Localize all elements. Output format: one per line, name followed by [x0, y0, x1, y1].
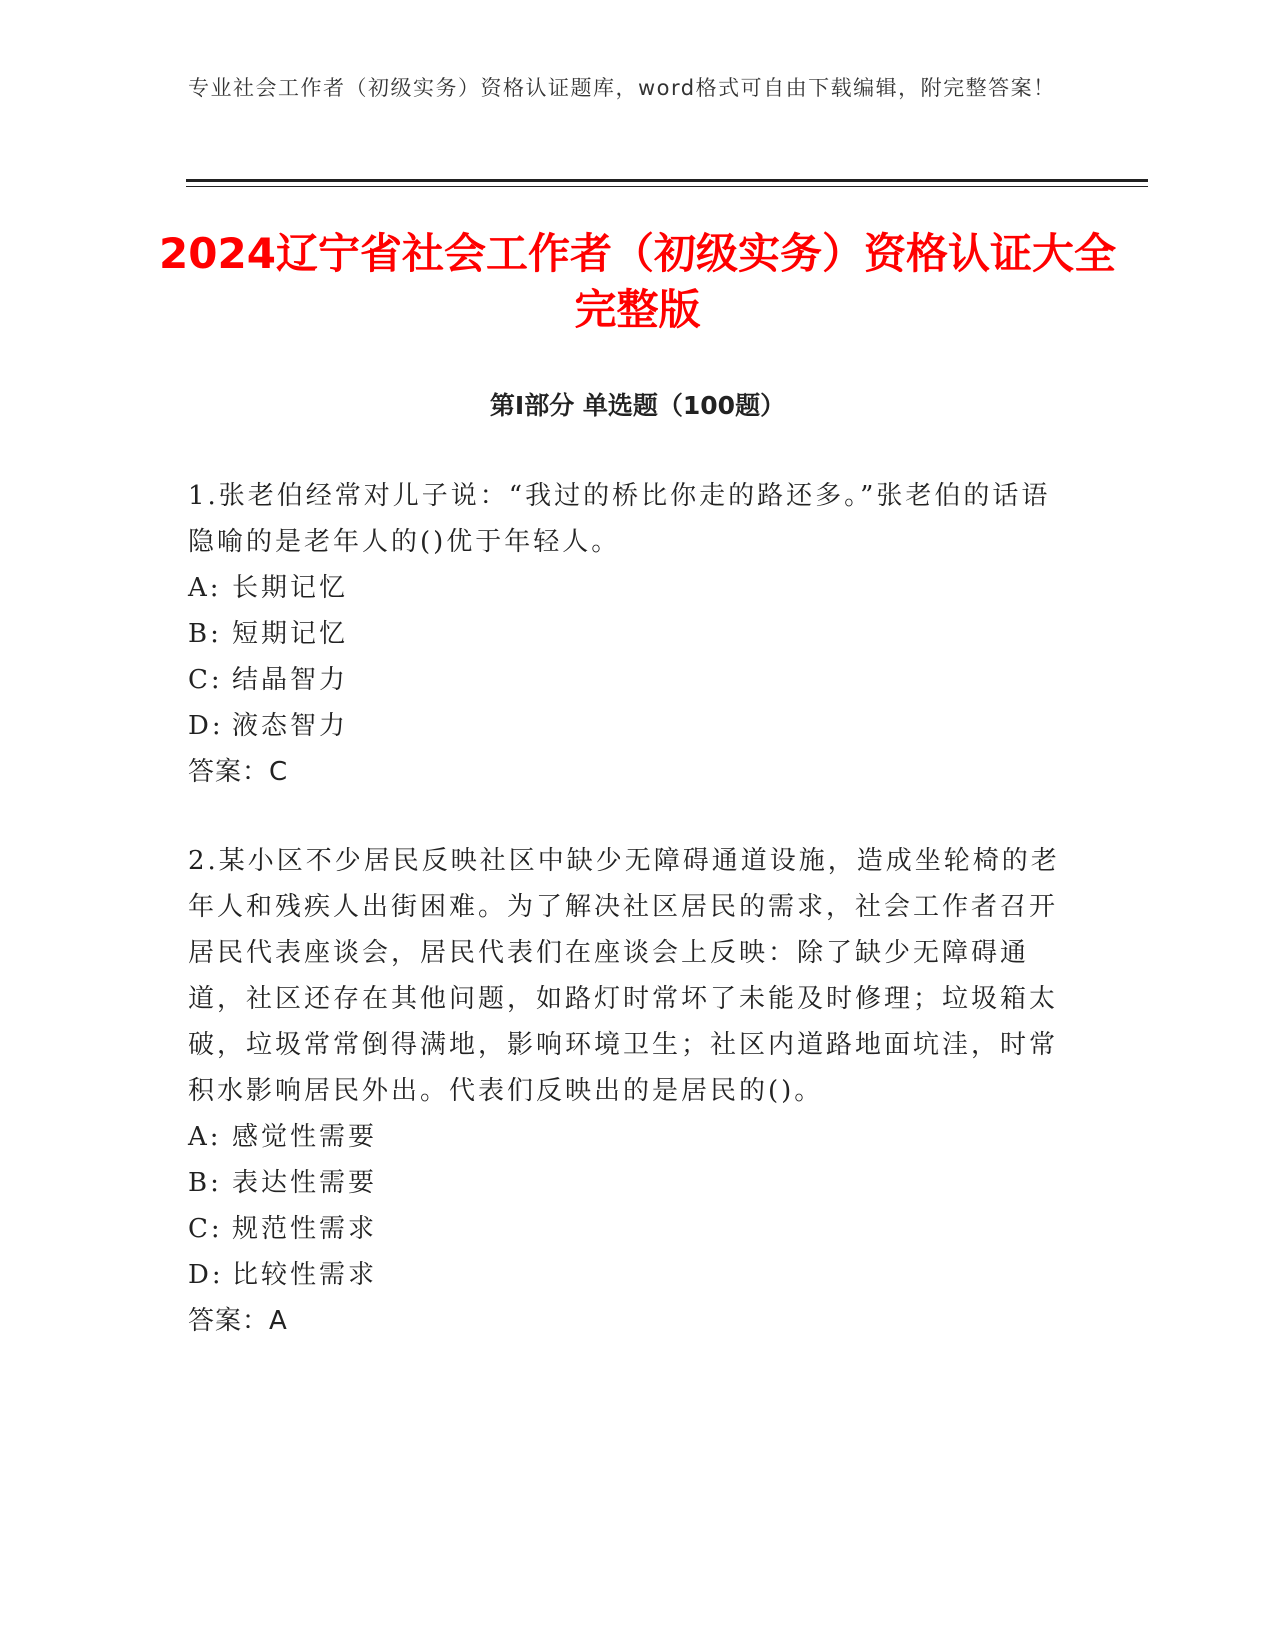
question-stem: 1.张老伯经常对儿子说：“我过的桥比你走的路还多。”张老伯的话语隐喻的是老年人的()优于年轻人。 [188, 481, 1051, 557]
option-text: 结晶智力 [232, 665, 349, 695]
header-divider-thick [186, 179, 1148, 182]
option-text: 比较性需求 [232, 1260, 378, 1290]
option-text: 短期记忆 [232, 619, 349, 649]
question-1 [188, 473, 1068, 795]
section-heading: 第Ⅰ部分 单选题（100题） [489, 391, 786, 420]
question-2 [188, 838, 1068, 1344]
option-b [188, 1160, 1068, 1206]
document-title: 2024辽宁省社会工作者（初级实务）资格认证大全完整版 [159, 229, 1116, 334]
option-text: 规范性需求 [232, 1214, 378, 1244]
option-d [188, 703, 1068, 749]
header-note: 专业社会工作者（初级实务）资格认证题库，word格式可自由下载编辑，附完整答案！ [188, 76, 1056, 100]
option-key: C: [188, 1214, 223, 1244]
answer: 答案：A [188, 1306, 288, 1336]
option-key: C: [188, 665, 223, 695]
option-text: 感觉性需要 [232, 1122, 378, 1152]
option-b [188, 611, 1068, 657]
question-stem: 2.某小区不少居民反映社区中缺少无障碍通道设施，造成坐轮椅的老年人和残疾人出街困难。为了解决社区居民的需求，社会工作者召开居民代表座谈会，居民代表们在座谈会上反映：除了缺少无障碍通道，社区还存在其他问题，如路灯时常坏了未能及时修理；垃圾箱太破，垃圾常常倒得满地，影响环境卫生；社区内道路地面坑洼，时常积水影响居民外出。代表们反映出的是居民的()。 [188, 846, 1060, 1106]
option-key: B: [188, 619, 222, 649]
header-divider-thin [186, 186, 1148, 187]
option-text: 表达性需要 [232, 1168, 378, 1198]
option-key: B: [188, 1168, 222, 1198]
option-key: A: [188, 573, 222, 603]
option-d [188, 1252, 1068, 1298]
option-key: D: [188, 1260, 224, 1290]
option-text: 长期记忆 [232, 573, 349, 603]
option-key: A: [188, 1122, 222, 1152]
option-key: D: [188, 711, 224, 741]
option-text: 液态智力 [232, 711, 349, 741]
answer: 答案：C [188, 757, 289, 787]
option-c [188, 657, 1068, 703]
option-c [188, 1206, 1068, 1252]
option-a [188, 565, 1068, 611]
option-a [188, 1114, 1068, 1160]
